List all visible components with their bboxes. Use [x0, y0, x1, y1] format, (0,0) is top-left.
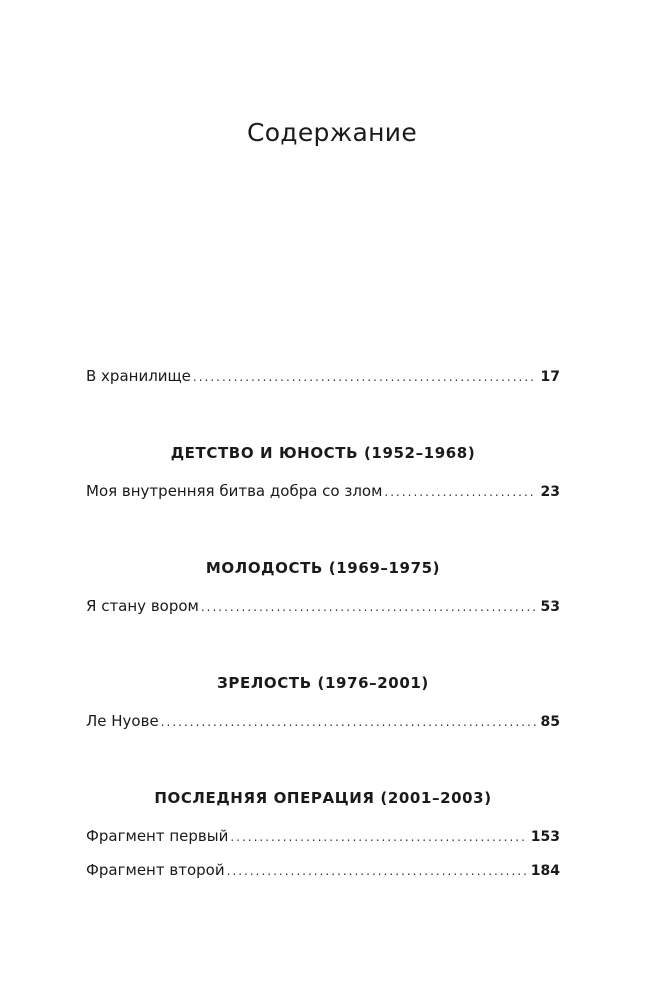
dot-leader [230, 823, 526, 851]
toc-entry-intro[interactable] [86, 362, 560, 390]
toc-entry-le-nuove[interactable] [86, 707, 560, 735]
toc-entry-page: 23 [540, 484, 560, 500]
section-heading-youth: МОЛОДОСТЬ (1969–1975) [205, 559, 441, 577]
toc-entry-inner-battle[interactable] [86, 477, 560, 505]
toc-entry-label: Фрагмент второй [86, 861, 225, 879]
toc-entry-page: 17 [540, 369, 560, 385]
toc-entry-label: В хранилище [86, 367, 191, 385]
toc-entry-fragment-two[interactable] [86, 856, 560, 884]
toc-entry-label: Я стану вором [86, 597, 199, 615]
toc-entry-page: 153 [530, 829, 560, 845]
section-heading-last-operation: ПОСЛЕДНЯЯ ОПЕРАЦИЯ (2001–2003) [154, 789, 492, 807]
section-heading-childhood: ДЕТСТВО И ЮНОСТЬ (1952–1968) [170, 444, 476, 462]
dot-leader [384, 478, 536, 506]
page-title: Содержание [246, 118, 418, 147]
toc-entry-label: Фрагмент первый [86, 827, 229, 845]
toc-entry-page: 184 [530, 863, 560, 879]
toc-entry-fragment-one[interactable] [86, 822, 560, 850]
dot-leader [201, 593, 537, 621]
toc-entry-page: 85 [540, 714, 560, 730]
toc-entry-page: 53 [540, 599, 560, 615]
toc-entry-become-thief[interactable] [86, 592, 560, 620]
dot-leader [227, 857, 527, 885]
table-of-contents [86, 362, 560, 884]
section-heading-maturity: ЗРЕЛОСТЬ (1976–2001) [217, 674, 429, 692]
toc-entry-label: Ле Нуове [86, 712, 159, 730]
toc-entry-label: Моя внутренняя битва добра со злом [86, 482, 383, 500]
dot-leader [161, 708, 537, 736]
dot-leader [193, 363, 537, 391]
